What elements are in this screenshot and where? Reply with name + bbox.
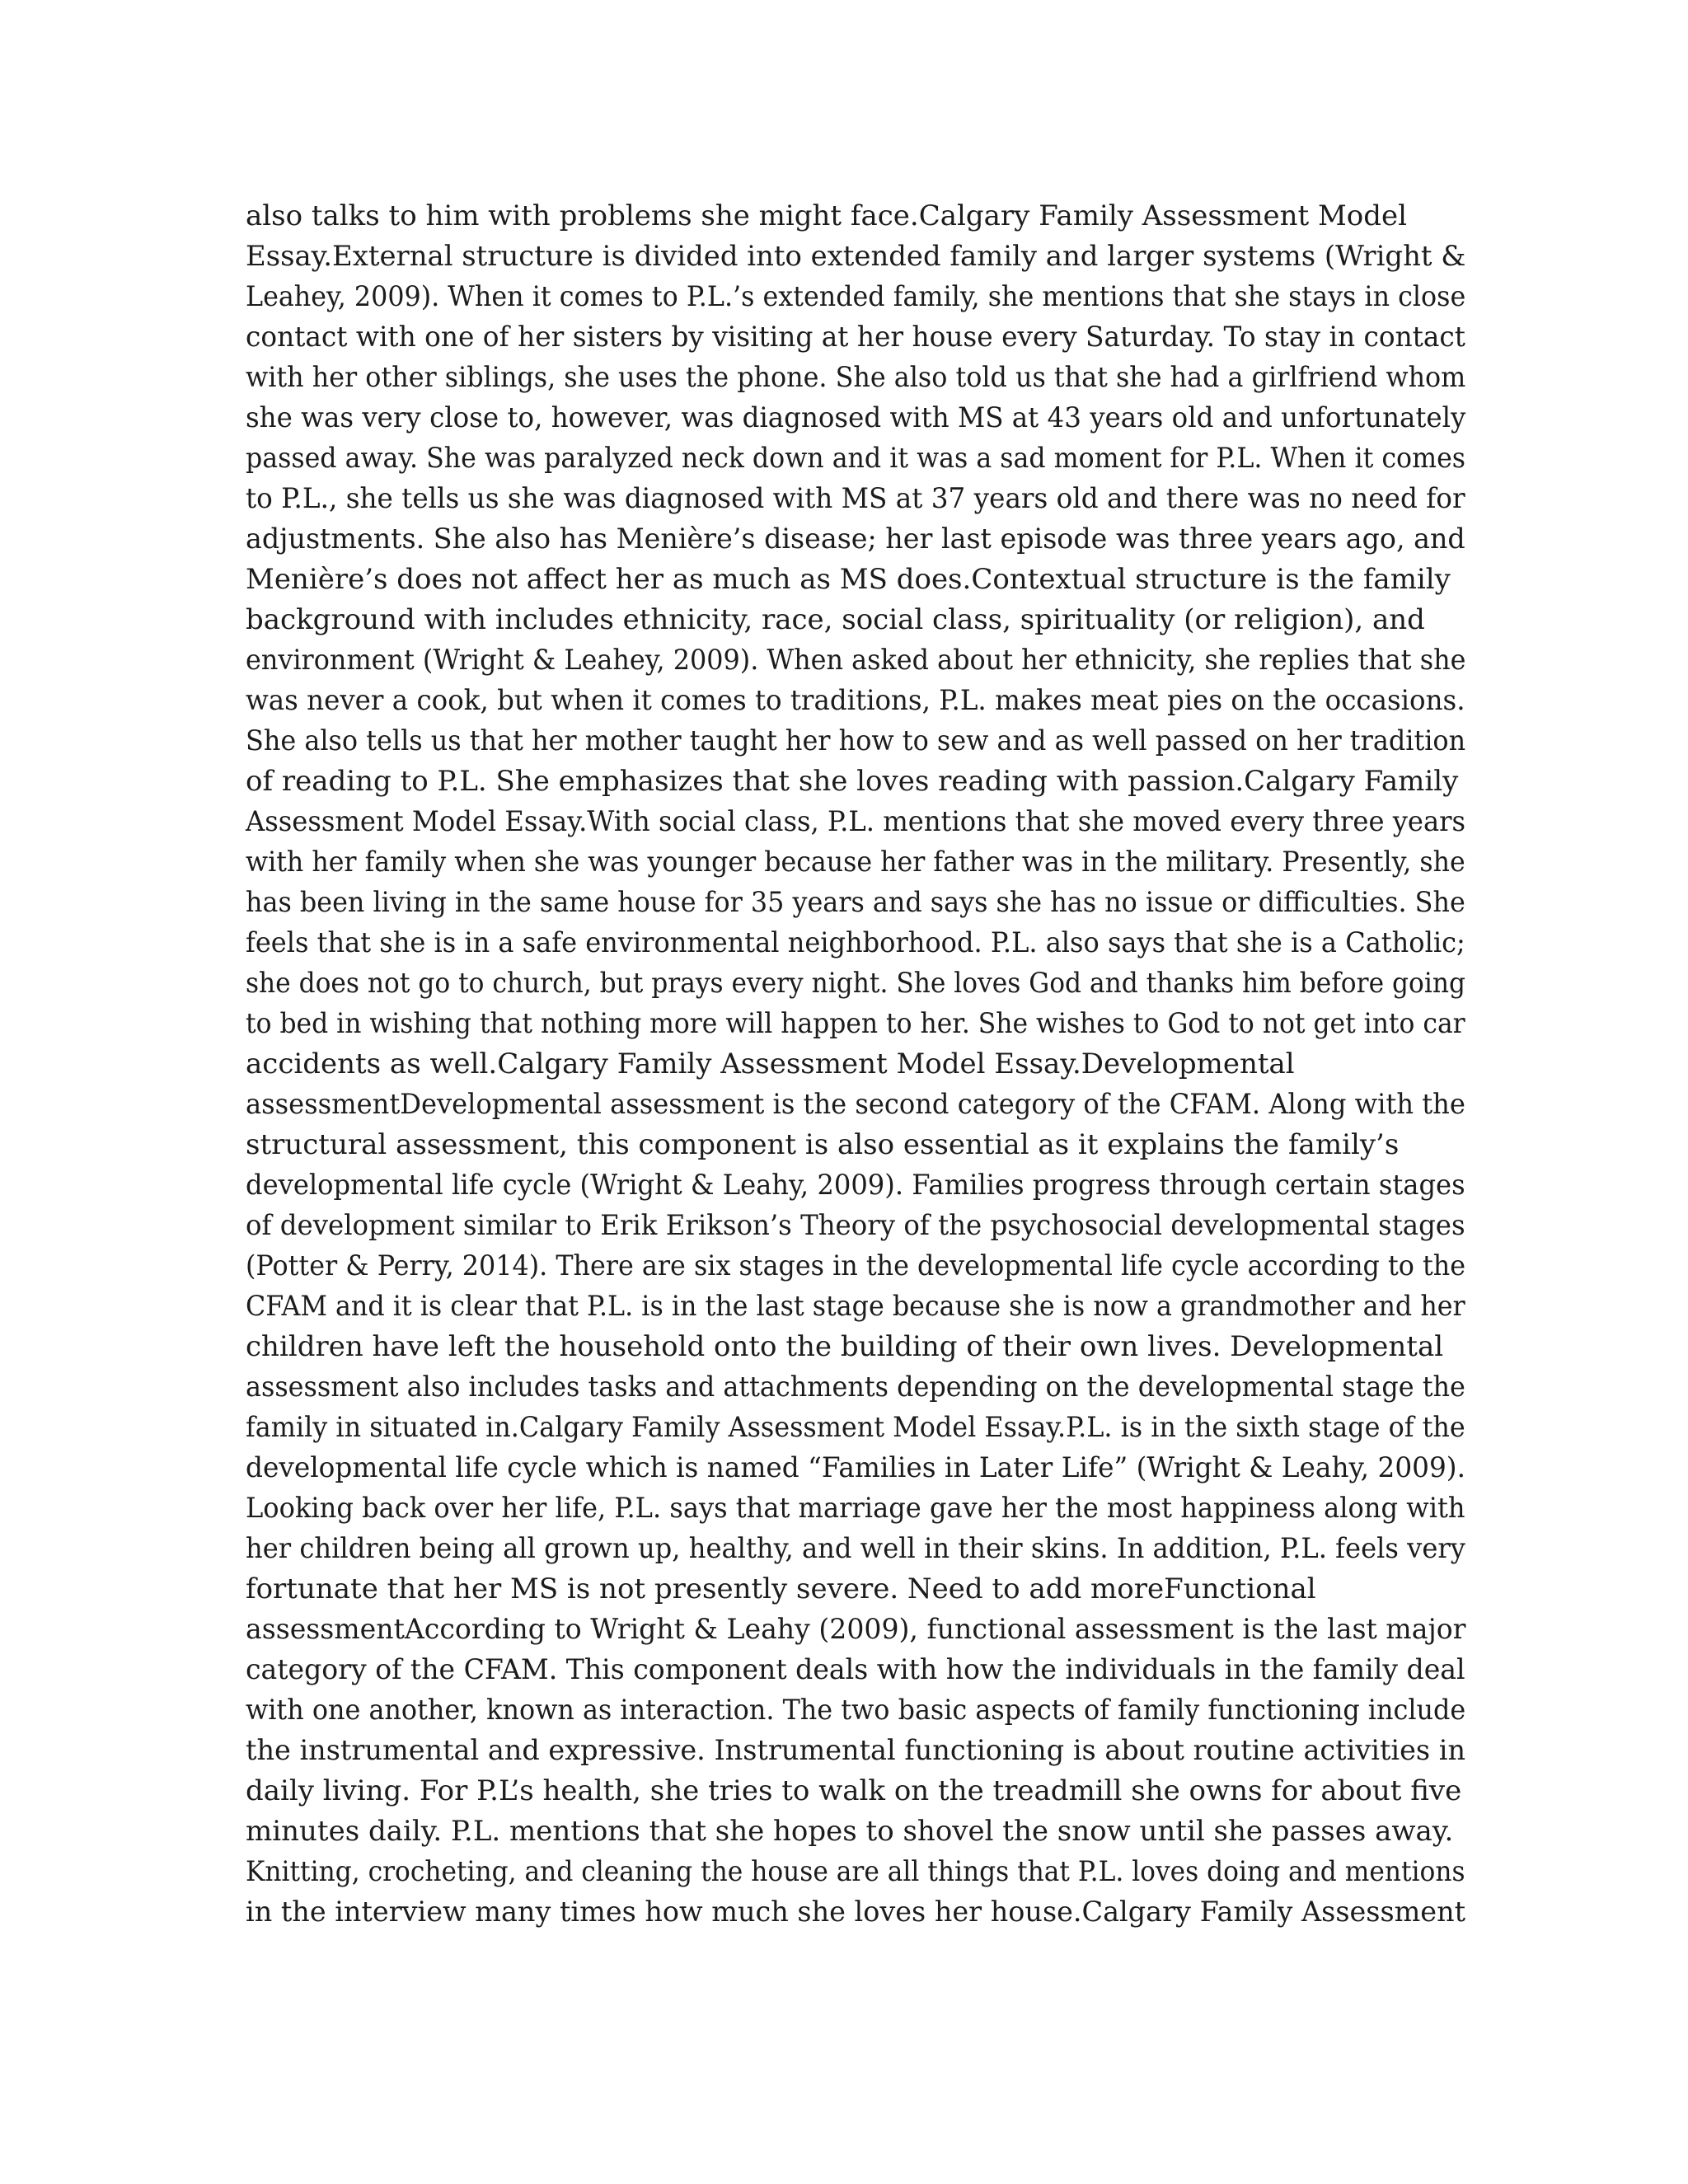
text-line: family in situated in.Calgary Family Assessment Model Essay.P.L. is in the sixth stage of the [246, 1411, 1465, 1444]
text-line: daily living. For P.L’s health, she tries to walk on the treadmill she owns for about five [246, 1774, 1462, 1807]
text-line: developmental life cycle which is named “Families in Later Life” (Wright & Leahy, 2009). [246, 1451, 1465, 1484]
text-line: fortunate that her MS is not presently severe. Need to add moreFunctional [246, 1572, 1316, 1605]
text-line: she does not go to church, but prays every night. She loves God and thanks him before going [246, 967, 1465, 1000]
text-line: with her other siblings, she uses the phone. She also told us that she had a girlfriend whom [246, 361, 1466, 394]
text-line: to bed in wishing that nothing more will happen to her. She wishes to God to not get into car [246, 1007, 1465, 1040]
text-line: developmental life cycle (Wright & Leahy, 2009). Families progress through certain stages [246, 1169, 1465, 1202]
text-line: of development similar to Erik Erikson’s Theory of the psychosocial developmental stages [246, 1209, 1465, 1242]
text-line: passed away. She was paralyzed neck down and it was a sad moment for P.L. When it comes [246, 442, 1466, 475]
text-line: background with includes ethnicity, race, social class, spirituality (or religion), and [246, 603, 1425, 636]
text-line: her children being all grown up, healthy, and well in their skins. In addition, P.L. feels very [246, 1532, 1465, 1565]
text-line: Assessment Model Essay.With social class, P.L. mentions that she moved every three years [246, 805, 1466, 838]
text-line: she was very close to, however, was diagnosed with MS at 43 years old and unfortunately [246, 401, 1466, 434]
text-line: in the interview many times how much she loves her house.Calgary Family Assessment [246, 1896, 1466, 1929]
text-line: the instrumental and expressive. Instrumental functioning is about routine activities in [246, 1734, 1466, 1767]
text-line: category of the CFAM. This component deals with how the individuals in the family deal [246, 1653, 1465, 1686]
text-line: structural assessment, this component is also essential as it explains the family’s [246, 1128, 1400, 1161]
text-line: children have left the household onto the building of their own lives. Developmental [246, 1330, 1444, 1363]
text-line: Essay.External structure is divided into extended family and larger systems (Wright & [246, 240, 1466, 273]
text-line: (Potter & Perry, 2014). There are six stages in the developmental life cycle according to the [246, 1249, 1466, 1282]
text-line: Menière’s does not affect her as much as MS does.Contextual structure is the family [246, 563, 1451, 596]
text-line: has been living in the same house for 35 years and says she has no issue or difficulties. She [246, 886, 1465, 919]
body-text [246, 196, 1465, 1933]
text-line: She also tells us that her mother taught her how to sew and as well passed on her tradition [246, 724, 1466, 757]
text-line: Knitting, crocheting, and cleaning the house are all things that P.L. loves doing and mentions [246, 1855, 1465, 1888]
text-line: assessmentAccording to Wright & Leahy (2009), functional assessment is the last major [246, 1613, 1466, 1646]
text-line: environment (Wright & Leahey, 2009). When asked about her ethnicity, she replies that she [246, 644, 1466, 677]
text-line: Looking back over her life, P.L. says that marriage gave her the most happiness along with [246, 1492, 1465, 1525]
text-line: minutes daily. P.L. mentions that she hopes to shovel the snow until she passes away. [246, 1815, 1454, 1848]
text-line: Leahey, 2009). When it comes to P.L.’s extended family, she mentions that she stays in close [246, 280, 1466, 313]
text-line: assessment also includes tasks and attachments depending on the developmental stage the [246, 1371, 1465, 1404]
text-line: with one another, known as interaction. The two basic aspects of family functioning include [246, 1694, 1466, 1727]
text-line: contact with one of her sisters by visiting at her house every Saturday. To stay in contact [246, 321, 1465, 354]
text-line: of reading to P.L. She emphasizes that she loves reading with passion.Calgary Family [246, 765, 1459, 798]
text-line: with her family when she was younger because her father was in the military. Presently, she [246, 846, 1465, 879]
text-line: to P.L., she tells us she was diagnosed with MS at 37 years old and there was no need for [246, 482, 1465, 515]
text-line: CFAM and it is clear that P.L. is in the last stage because she is now a grandmother and her [246, 1290, 1465, 1323]
text-line: also talks to him with problems she might face.Calgary Family Assessment Model [246, 199, 1407, 232]
text-line: was never a cook, but when it comes to traditions, P.L. makes meat pies on the occasions. [246, 684, 1465, 717]
text-line: feels that she is in a safe environmental neighborhood. P.L. also says that she is a Catholic; [246, 926, 1465, 959]
text-line: accidents as well.Calgary Family Assessment Model Essay.Developmental [246, 1047, 1295, 1080]
text-line: adjustments. She also has Menière’s disease; her last episode was three years ago, and [246, 523, 1465, 555]
text-line: assessmentDevelopmental assessment is the second category of the CFAM. Along with the [246, 1088, 1465, 1121]
